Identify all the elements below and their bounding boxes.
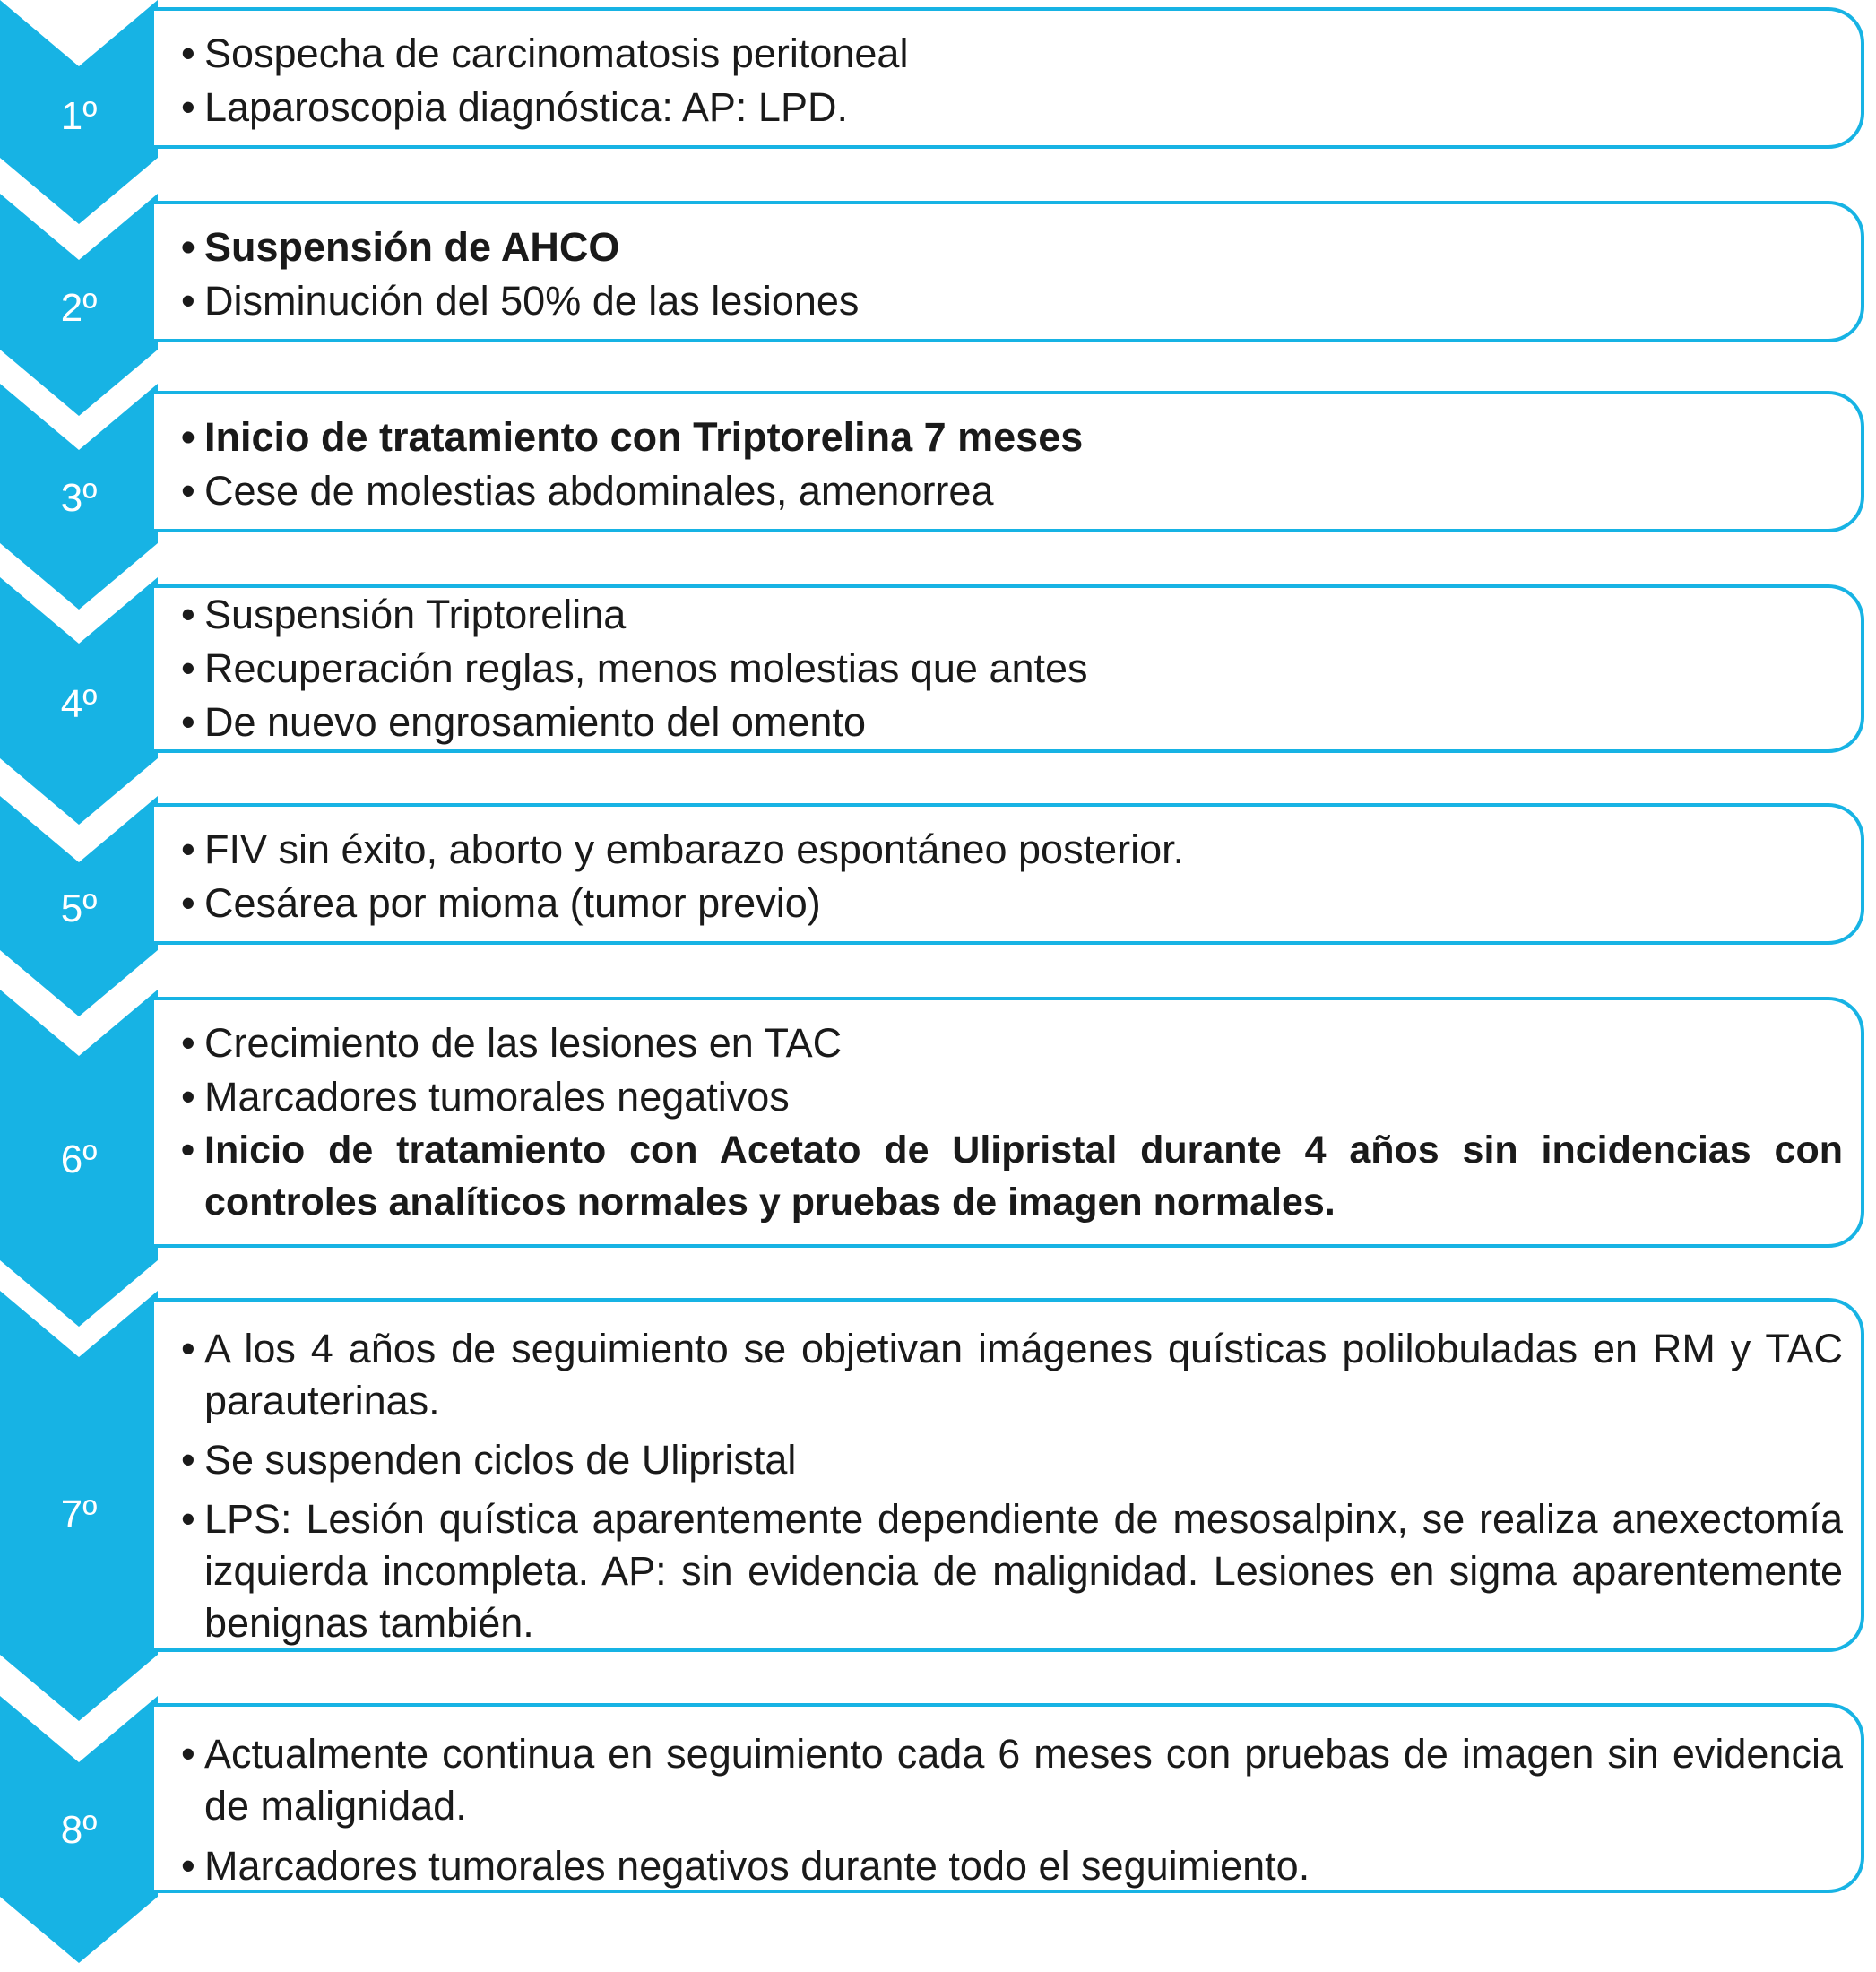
step-1-number: 1º bbox=[60, 94, 98, 138]
step-4-item-1: • Suspensión Triptorelina bbox=[181, 588, 1843, 642]
step-6-item-2: • Marcadores tumorales negativos bbox=[181, 1070, 1843, 1124]
step-2-number: 2º bbox=[60, 286, 98, 330]
step-3-item-1: • Inicio de tratamiento con Triptorelina 7 meses bbox=[181, 411, 1843, 464]
step-8-item-2: • Marcadores tumorales negativos durante todo el seguimiento. bbox=[181, 1839, 1843, 1893]
step-3-number: 3º bbox=[60, 476, 98, 520]
step-1-box bbox=[154, 7, 1864, 149]
step-7-number: 7º bbox=[60, 1492, 98, 1536]
step-3-item-2: • Cese de molestias abdominales, amenorrea bbox=[181, 464, 1843, 518]
step-5-number: 5º bbox=[60, 887, 98, 930]
step-7-item-3: • LPS: Lesión quística aparentemente dependiente de mesosalpinx, se realiza anexectomía izquierda incompleta. AP: sin evidencia de malignidad. Lesiones en sigma aparentemente benignas también. bbox=[181, 1493, 1843, 1649]
step-2-item-2: • Disminución del 50% de las lesiones bbox=[181, 274, 1843, 328]
step-8-number: 8º bbox=[60, 1808, 98, 1852]
step-6-item-3: • Inicio de tratamiento con Acetato de Ulipristal durante 4 años sin incidencias con controles analíticos normales y pruebas de imagen normales. bbox=[181, 1124, 1843, 1228]
step-2-item-1: • Suspensión de AHCO bbox=[181, 221, 1843, 274]
step-5-item-2: • Cesárea por mioma (tumor previo) bbox=[181, 877, 1843, 930]
step-4-number: 4º bbox=[60, 682, 98, 726]
step-6-item-1: • Crecimiento de las lesiones en TAC bbox=[181, 1016, 1843, 1070]
step-5-box bbox=[154, 803, 1864, 945]
step-2-box bbox=[154, 201, 1864, 342]
step-4-item-2: • Recuperación reglas, menos molestias que antes bbox=[181, 642, 1843, 696]
step-5-item-1: • FIV sin éxito, aborto y embarazo espontáneo posterior. bbox=[181, 823, 1843, 877]
step-7-box bbox=[154, 1298, 1864, 1652]
step-1-item-1: • Sospecha de carcinomatosis peritoneal bbox=[181, 27, 1843, 81]
step-3-box bbox=[154, 391, 1864, 532]
step-4-item-3: • De nuevo engrosamiento del omento bbox=[181, 696, 1843, 749]
step-7-item-1: • A los 4 años de seguimiento se objetivan imágenes quísticas polilobuladas en RM y TAC parauterinas. bbox=[181, 1323, 1843, 1427]
step-8-item-1: • Actualmente continua en seguimiento cada 6 meses con pruebas de imagen sin evidencia de malignidad. bbox=[181, 1728, 1843, 1832]
step-8-box bbox=[154, 1703, 1864, 1893]
step-6-box bbox=[154, 997, 1864, 1248]
step-7-item-2: • Se suspenden ciclos de Ulipristal bbox=[181, 1434, 1843, 1486]
step-1-item-2: • Laparoscopia diagnóstica: AP: LPD. bbox=[181, 81, 1843, 134]
step-6-number: 6º bbox=[60, 1137, 98, 1181]
step-4-box bbox=[154, 584, 1864, 753]
